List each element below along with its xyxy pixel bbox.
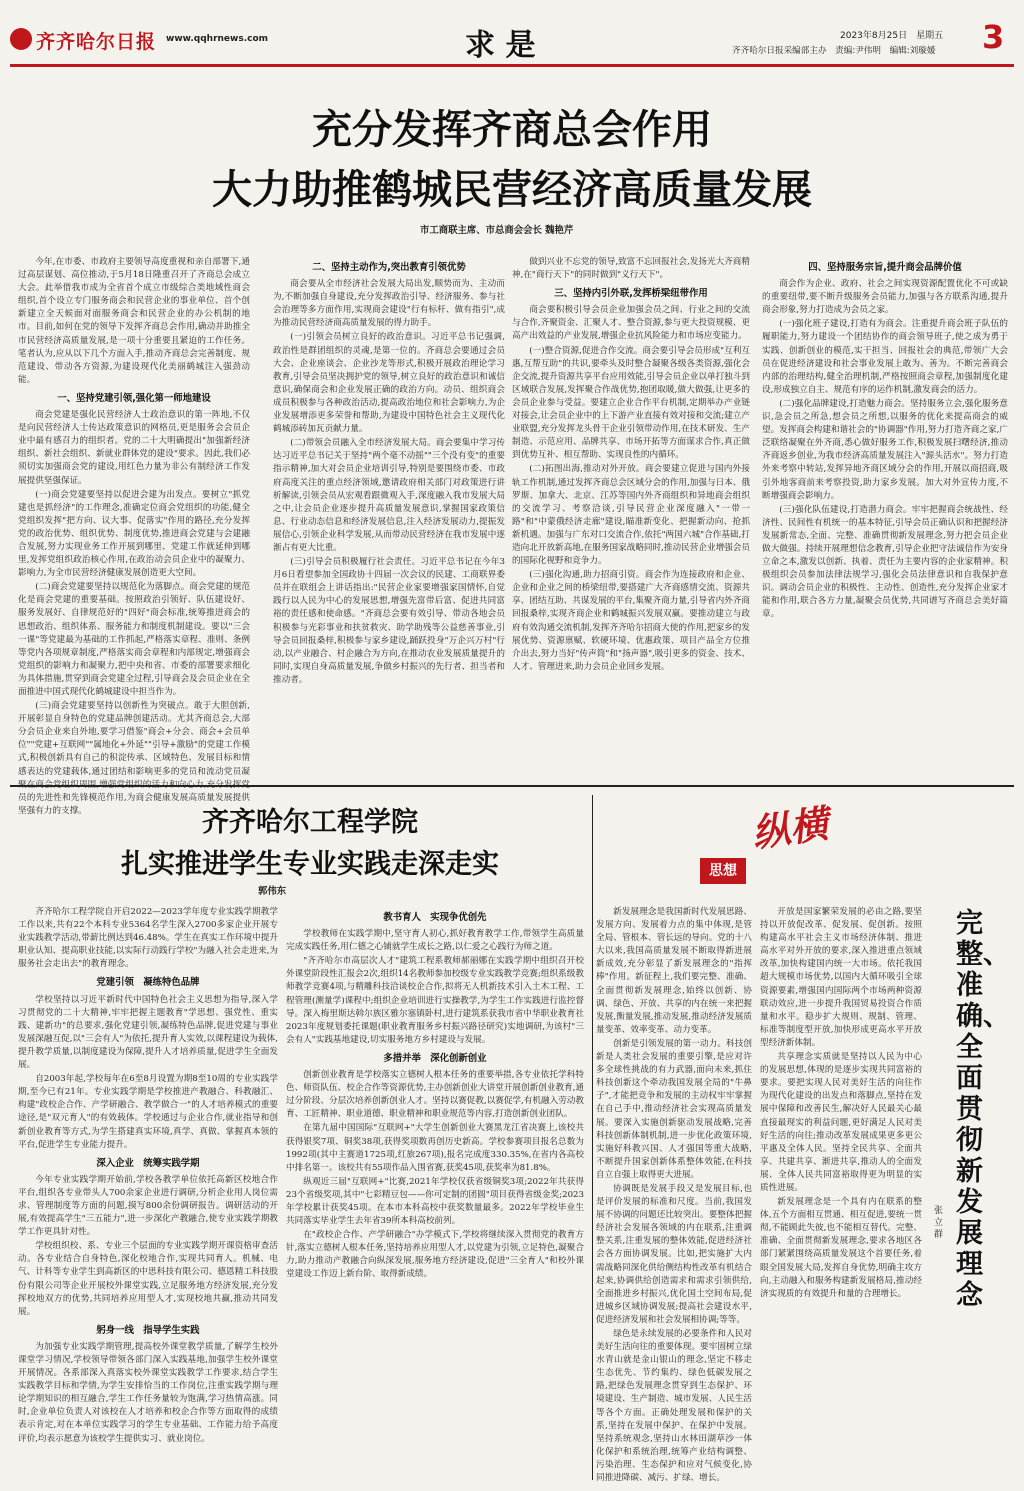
paragraph: 共享理念实质就是坚持以人民为中心的发展思想,体现的是逐步实现共同富裕的要求。要把实现人民对美好生活的向往作为现代化建设的出发点和落脚点,坚持在发展中保障和改善民生,解决好人民最关心最直接最现实的利益问题,更好满足人民对美好生活的向往;推动改革发展成果更多更公平惠及全体人民。坚持全民共享、全面共享、共建共享、渐进共享,推动人的全面发展、全体人民共同富裕取得更为明显的实质性进展。 — [760, 1052, 922, 1193]
section-title: 求 是 — [465, 28, 536, 63]
paragraph: (一)引领会员树立良好的政治意识。习近平总书记强调,政治性是群团组织的灵魂,是第一位的。齐商总会要通过会员大会、企业座谈会、企业沙龙等形式,积极开展政治理论学习教育,引导会员坚决拥护党的领导,树立良好的政治意识和诚信意识,确保商会和企业发展正确的政治方向。动员、组织商会成员积极参与各种政治活动,提高政治地位和社会影响力,为企业发展增添更多荣誉和帮助,为建设中国特色社会主义现代化鹤城添砖加瓦贡献力量。 — [273, 332, 505, 435]
paragraph: (一)强化班子建设,打造有为商会。注重提升商会班子队伍的履职能力,努力建设一个团结协作的商会领导班子,使之成为勇于实践、创新创业的模范,实干担当、回报社会的典范,带领广大会员在促进经济建设和社会事业发展上敢为、善为。不断完善商会内部的治理结构,健全治理机制,严格按照商会章程,加强制度化建设,形成独立自主、规范有序的运作机制,激发商会的活力。 — [762, 319, 1008, 395]
section-heading: 深入企业 统筹实践学期 — [96, 1157, 200, 1169]
paragraph: 纵观近三届"互联网+"比赛,2021年学校仅获省级铜奖3项;2022年共获得23个省级奖项,其中"七彩精豆包——你可定制的团圆"项目获得省级金奖;2023年学校累计获奖45项。在本市本科高校中获奖数量最多。2022年学校毕业生共同落实毕业学生去年省39所本科高校前列。 — [286, 1176, 584, 1227]
masthead — [0, 0, 1024, 63]
paragraph: 做到兴业不忘党的领导,致富不忘回报社会,发扬光大齐商精神,在"商行天下"的同时做到"义行天下"。 — [512, 257, 750, 281]
section-heading: 躬身一线 指导学生实践 — [96, 1324, 200, 1336]
paragraph: 开放是国家繁荣发展的必由之路,要坚持以开放促改革、促发展、促创新。按照构建高水平社会主义市场经济体制、推进高水平对外开放的要求,深入推进重点领域改革,加快构建国内统一大市场。依托我国超大规模市场优势,以国内大循环吸引全球资源要素,增强国内国际两个市场两种资源联动效应,进一步提升我国贸易投资合作质量和水平。稳步扩大规则、规制、管理、标准等制度型开放,加快形成更高水平开放型经济新体制。 — [760, 907, 922, 1048]
newspaper-logo-text: 齐齐哈尔日报 — [36, 31, 157, 53]
paragraph: 自2003年起,学校每年在6至8月设置为期8至10周的专业实践学期,至今已有21年。专业实践学期是学校推进产教融合、科教融汇、构建"政校企合作、产学研融合、教学做合一"的人才培养模式的重要途径,是"双元育人"的有效载体。学校通过与企业合作,就业指导和创新创业教育等方式,为学生搭建真实环境,真学、真做、掌握真本领的平台,促进学生专业能力提升。 — [18, 1074, 278, 1150]
column-text-1 — [596, 906, 752, 1484]
website: www.qqhrnews.com — [166, 34, 269, 44]
paragraph: 商会作为企业、政府、社会之间实现资源配置优化不可或缺的重要纽带,要不断升级服务会员能力,加强与各方联系沟通,提升商会形象,努力打造成为会员之家。 — [762, 279, 1008, 316]
column-title: 完整、准确、全面贯彻新发展理念 — [956, 908, 1010, 1311]
paragraph: 齐齐哈尔工程学院自开启2022—2023学年度专业实践学期教学工作以来,共有22个本科专业5364名学生深入2700多家企业开展专业实践教学活动,带薪比例达到46.48%。学生在真实工作环境中提升职业认知、提高职业技能,以实际行动践行学校"为融入社会走进来,为服务社会走出去"的教育理念。 — [18, 907, 278, 970]
paragraph: (一)商会党建要坚持以促进会建为出发点。要树立"抓党建也是抓经济"的工作理念,准确定位商会党组织的功能,健全党组织发挥"把方向、议大事、促落实"作用的路径,充分发挥党的政治优势、组织优势、制度优势,推进商会党建与会建融合发展,努力实现业务工作开展到哪里、党建工作就延伸到哪里,发挥党组织政治核心作用,在政治动会员企业中的凝聚力、影响力,为全市民营经济健康发展创造更大空间。 — [18, 489, 250, 579]
paragraph: (二)商会党建要坚持以规范化为落脚点。商会党建的规范化是商会党建的重要基础。按照政治引领好、队伍建设好、服务发展好、自律规范好的"四好"商会标准,统筹推进商会的思想政治、组织体系、服务能力和制度机制建设。要以"三会一课"等党建最为基础的工作抓起,严格落实章程、准则、条例等党内各项规章制度,严格落实商会章程和内部规定,增强商会党组织的影响力和凝聚力,把中央和省、市委的部署要求细化为具体措施,贯穿到商会党建全过程,引导商会及会员企业在全面推进中国式现代化鹤城建设中担当作为。 — [18, 582, 250, 697]
article1-title-line2: 大力助推鹤城民营经济高质量发展 — [212, 167, 812, 213]
paragraph: 今年,在市委、市政府主要领导高度重视和亲自部署下,通过高层谋划、高位推动,于5月18日隆重召开了齐商总会成立大会。此举借我市成为全省首个成立市级综合类地域性商会组织,首个设立专门服务商会和民营企业的事业单位、首个创新建立全天候面对面服务商会和民营企业的办公机制的地市。目前,如何在党的领导下发挥齐商总会作用,确动并助推全市民营经济高质量发展,是一项十分重要且紧迫的工作任务。笔者认为,应从以下几个方面入手,推动齐商总会完善制度、规范建设、带动各方资源,为建设现代化美丽鹤城注入强劲动能。 — [18, 257, 250, 385]
paragraph: 商会要从全市经济社会发展大局出发,顺势而为、主动而为,不断加强自身建设,充分发挥政治引导、经济服务、参与社会治理等多方面作用,实现商会建设"行有标杆、做有指引",成为推动民营经济商高质量发展的得力助手。 — [273, 279, 505, 329]
paragraph: 新发展理念是我国新时代发展思路、发展方向、发展着力点的集中体现,是管全局、管根本、管长远的导向。党的十八大以来,我国高质量发展不断取得新进展新成效,充分彰显了新发展理念的"指挥棒"作用。新征程上,我们要完整、准确、全面贯彻新发展理念,始终以创新、协调、绿色、开放、共享的内在统一来把握发展,衡量发展,推动发展,推动经济发展质量变革、效率变革、动力变革。 — [596, 907, 752, 1035]
paragraph: 绿色是永续发展的必要条件和人民对美好生活向往的重要体现。要牢固树立绿水青山就是金山银山的理念,坚定不移走生态优先、节约集约、绿色低碳发展之路,把绿色发展理念贯穿到生态保护、环境建设、生产制造、城市发展、人民生活等各个方面。正确处理发展和保护的关系,坚持在发展中保护、在保护中发展。坚持系统观念,坚持山水林田湖草沙一体化保护和系统治理,统筹产业结构调整、污染治理、生态保护和应对气候变化,协同推进降碳、减污、扩绿、增长。 — [596, 1329, 752, 1484]
paragraph: "齐齐哈尔市高层次人才"建筑工程系教师郝丽娜在实践学期中组织召开校外课堂阶段性汇报会2次,组织14名教师参加校级专业实践教学竞赛;组织系级教师教学竞赛4项,与精雕科技洽谈校企合作,拟将无人机新技术引入土木工程、工程管理(测量学)课程中;组织企业培训进行实操教学,为学生工作实践进行监控督导。深入梅里斯达斡尔族区雅尔塞镇卧村,进行建筑系获我市省中华职业教育社2023年度规划委托课题(职业教育服务乡村振兴路径研究)实地调研,为该村"三会有人"实践基地建设,切实服务地方乡村建设与发展。 — [286, 956, 584, 1045]
paragraph: (三)商会党建要坚持以创新性为突破点。敢于大胆创新,开展彰显自身特色的党建品牌创建活动。尤其齐商总会,大部分会员企业来自外地,要学习借鉴"商会+分会、商会+会员单位""党建+互联网""属地化+外延""引导+激励"的党建工作模式,积极创新具有自己的积淀传承、区域特色、发展目标和情感表达的党建载体,通过团结和影响更多的党员和流动党员凝 员的先进性和先锋模范作用,为商会健康发展高质量发展提供坚强有力的支撑。 — [18, 701, 250, 816]
article2-column-2 — [286, 906, 584, 1478]
paragraph: 创新创业教育是学校落实立德树人根本任务的重要举措,各专业依托学科特色、师资队伍、校企合作等资源优势,主办创新创业大讲堂开展创新创业教育,通过分阶段、分层次培养创新创业人才。坚持以赛促教,以赛促学,有机融入劳动教育、工匠精神、职业道德、职业精神和职业规范等内容,打造创新创业团队。 — [286, 1070, 584, 1120]
article1-column-2 — [273, 256, 505, 776]
section-heading: 党建引领 凝练特色品牌 — [96, 977, 200, 989]
article1-title-line1: 充分发挥齐商总会作用 — [312, 107, 712, 153]
article2-byline: 郭伟东 — [258, 886, 287, 897]
paragraph: 商会要积极引导会员企业加强会员之间、行业之间的交流与合作,齐聚资金、汇聚人才、整合资源,参与更大投资规模、更高产出效益的产业发展,增强企业抗风险能力和市场应变能力。 — [512, 305, 750, 342]
paragraph: 为加强专业实践学期管理,提高校外课堂教学质量,了解学生校外课堂学习情况,学校领导带领各部门深入实践基地,加强学生校外课堂开展情况。各系部深入真落实校外课堂实践教学工作要求,结合学生实践教学目标和学情,为学生安排恰当的工作岗位,注重实践学期与理论学期知识的相互融合,学生工作任务量较为饱满,学习热情高涨。同时,企业单位负责人对该校在人才培养和校企合作等方面取得的成绩表示肯定,对在本单位实践学习的学生专业基础、工作能力给予高度评价,均表示愿意为该校学生提供实习、就业岗位。 — [18, 1341, 278, 1444]
section-heading: 一、坚持党建引领,强化第一师地建设 — [57, 392, 211, 404]
page-number: 3 — [982, 18, 1005, 56]
paragraph: 新发展理念是一个具有内在联系的整体,五个方面相互贯通、相互促进,要统一贯彻,不能顾此失彼,也不能相互替代。完整、准确、全面贯彻新发展理念,要求各地区各部门紧紧围绕高质量发展这个首要任务,着眼全国发展大局,发挥自身优势,明确主攻方向,主动融入和服务构建新发展格局,推动经济实现质的有效提升和量的合理增长。 — [760, 1197, 922, 1299]
paragraph: (二)强化品牌建设,打造魅力商会。坚持服务立会,强化服务意识,急会员之所急,想会员之所想,以服务的优化来提高商会的威望。发挥商会构建和谐社会的"协调器"作用,努力打造齐商之家,广泛联络凝聚在外齐商,悉心做好服务工作,积极发展扫曙经济,推动齐商返乡创业,为我市经济高质量发展注入"源头活水"。努力打造外来考察中转站,发挥异地齐商区域分会的作用,开展以商招商,吸引外地客商前来考察投资,助力家乡发展。加大对外宣传力度,不断增强商会影响力。 — [762, 398, 1008, 501]
paragraph: 学校坚持以习近平新时代中国特色社会主义思想为指导,深入学习贯彻党的二十大精神,牢牢把握主题教育"学思想、强党性、重实践、建新功"的总要求,强化党建引领,凝练特色品牌,促进党建与事业发展深融互促,以"三会有人"为依托,提升育人实效,以课程建设为载体,提升教学质量,以制度建设为保障,提升人才培养质量,促进学生全面发展。 — [18, 994, 278, 1071]
paragraph: (三)引导会员积极履行社会责任。习近平总书记在今年3月6日看望参加全国政协十四届一次会议的民建、工商联界委员并在联组会上讲话指出:"民营企业家要增强家国情怀,自觉践行以人民为中心的发展思想,增强先富带后富、促进共同富裕的责任感和使命感。"齐商总会要有效引导、带动各地会员积极参与光彩事业和扶贫救灾、助学助残等公益慈善事业,引导会员回报桑梓,积极参与家乡建设,踊跃投身"万企兴万村"行动,以产业融合、村企融合为方向,在推动农业发展质量提升的同时,实现自身高质量发展,争做乡村振兴的先行者、担当者和推动者。 — [273, 557, 505, 685]
paragraph: (二)拓图出海,推动对外开放。商会要建立促进与国内外接轨工作机制,通过发挥齐商总会区域分会的作用,加强与日本、俄罗斯、加拿大、北京、江苏等国内外齐商组织和异地商会组织的交流学习、考察洽谈,引导民营企业深度融入"一带一路"和"中蒙俄经济走廊"建设,瞄准新变化、把握新动向、抢抓新机遇。加强与广东对口交流合作,依托"两国六城"合作基础,打造向北开放新高地,在服务国家战略同时,推动民营企业增强会员的国际化视野和竞争力。 — [512, 464, 750, 567]
article1-byline: 市工商联主席、市总商会会长 魏艳芹 — [420, 225, 574, 236]
paragraph: (三)强化沟通,助力招商引资。商会作为连接政府和企业、企业和企业之间的桥梁纽带,要搭建广大齐商感情交流、资源共享、团结互助、共谋发展的平台,集聚齐商力量,引导省内外齐商回报桑梓,实现齐商企业和鹤城振兴发展双赢。要推动建立与政府有效沟通交流机制,发挥齐齐哈尔招商大使的作用,把家乡的发展优势、资源禀赋、软硬环境、优惠政策、项目产品全方位推介出去,努力当好"传声筒"和"扬声器",吸引更多的资金、技术、人才、管理进来,助力会员企业回乡发展。 — [512, 570, 750, 672]
paragraph: 在第九届中国国际"互联网+"大学生创新创业大赛黑龙江省决赛上,该校共获得银奖7项、铜奖38项,获得奖项数再创历史新高。学校参赛项目报名总数为1992项(其中主赛道1725项,红旅267项),报名完成度330.35%,在省内各高校中排名第一。该校共有55项作品入围省赛,获奖45项,获奖率为81.8%。 — [286, 1123, 584, 1173]
column-author: 张立群 — [934, 1206, 944, 1240]
newspaper-logo-icon — [10, 28, 32, 50]
column-text-2 — [760, 906, 922, 1478]
sponsor-line: 齐齐哈尔日报采编部主办 责编:尹伟明 编辑:刘璇媛 — [732, 46, 936, 56]
paragraph: 学校教师在实践学期中,坚守育人初心,抓好教育教学工作,带领学生高质量完成实践任务,用仁德之心铺就学生成长之路,以仁爱之心践行为师之道。 — [286, 929, 584, 953]
section-heading: 多措并举 深化创新创业 — [383, 1052, 487, 1064]
section-heading: 二、坚持主动作为,突出教育引领优势 — [312, 262, 466, 273]
masthead-rule — [10, 64, 1014, 67]
article1-column-1 — [18, 256, 250, 816]
paragraph: 学校组织校、系、专业三个层面的专业实践学期开课资格审查活动。各专业结合自身特色,深化校地合作,实现共同育人。机械、电气、计科等专业学生到高新区的中思科技有限公司、德恩精工科技股份有限公司等企业开展校外课堂实践,立足服务地方经济发展,充分发挥校地双方的优势,共同培养应用型人才,实现校地共赢,推动共同发展。 — [18, 1241, 278, 1317]
paragraph: (二)带领会员融入全市经济发展大局。商会要集中学习传达习近平总书记关于坚持"两个毫不动摇""三个没有变"的重要指示精神,加大对会员企业培训引导,特别是要围绕市委、市政府高度关注的重点经济领域,邀请政府相关部门对政策进行讲析解读,引领会员从宏观看跟微观入手,深度融入我市发展大局之中,让会员企业逐步提升高质量发展意识,掌握国家政策信息、行业动态信息和经济发展信息,注入经济发展动力,提振发展信心,引领企业科学发展,从而带动民营经济在我市发展中逐渐占有更大比重。 — [273, 438, 505, 553]
paragraph: (三)强化队伍建设,打造潜力商会。牢牢把握商会统战性、经济性、民间性有机统一的基本特征,引导会员正确认识和把握经济发展新常态,全面、完整、准确贯彻新发展理念,努力把会员企业做大做强。持续开展理想信念教育,引导企业把守法诚信作为安身立命之本,激发以创新、执着、责任为主要内容的企业家精神。积极组织会员参加法律法规学习,强化会员法律意识和自我保护意识。调动会员企业的积极性、主动性、创造性,充分发挥企业家才能和作用,联合各方力量,凝聚会员优势,共同谱写齐商总会美好篇章。 — [762, 504, 1008, 620]
article2-column-1 — [18, 906, 278, 1478]
column-divider — [592, 795, 593, 1480]
article2-title-line1: 齐齐哈尔工程学院 — [202, 807, 418, 838]
section-heading: 三、坚持内引外联,发挥桥梁纽带作用 — [554, 288, 708, 300]
column-calligraphy: 纵横 — [749, 800, 831, 856]
article1-column-3 — [512, 256, 750, 776]
article-divider — [10, 785, 1014, 787]
date-line: 2023年8月25日 星期五 — [840, 31, 944, 41]
paragraph: 今年专业实践学期开始前,学校各教学单位依托高新区校地合作平台,组织各专业带头人700余家企业进行调研,分析企业用人岗位需求、管理制度等方面的问题,摸写800余份调研报告。调研活动的开展,有效提高学生"三五能力",进一步深化产教融合,使专业实践学期教学工作更具针对性。 — [18, 1174, 278, 1238]
paragraph: 协调既是发展手段又是发展目标,也是评价发展的标准和尺度。当前,我国发展不协调的问题还比较突出。要整体把握经济社会发展各领域的内在联系,注重调整关系,注重发展的整体效能,促进经济社会各方面协调发展。比如,把实施扩大内需战略同深化供给侧结构性改革有机结合起来,协调供给创造需求和需求引领供给,全面推进乡村振兴,优化国土空间布局,促进城乡区域协调发展;提高社会建设水平,促进经济发展和社会发展相协调;等等。 — [596, 1183, 752, 1325]
paragraph: (一)整合资源,促进合作交流。商会要引导会员形成"互利互惠,互帮互助"的共识,要牵头及时整合凝聚各级各类资源,强化会企交流,提升资源共享平台应用效能,引导会员企业以单打独斗到区域联合发展,发挥聚合作战优势,抱团取暖,做大做强,让更多的会员企业参与受益。要建立企业合作平台机制,定期举办产业链对接会,让会员企业中的上下游产业直接有效对接和交流;建立产业联盟,充分发挥龙头骨干企业引领带动作用,在技术研发、生产制造、示范应用、品牌共享、市场开拓等方面谋求合作,真正做到优势互补、相互帮助、实现良性的内循环。 — [512, 345, 750, 461]
paragraph: 在"政校企合作、产学研融合"办学模式下,学校将继续深入贯彻党的教育方针,落实立德树人根本任务,坚持培养应用型人才,以党建为引领,立足特色,凝聚合力,助力推动产教融合向纵深发展,服务地方经济建设,促进"三全育人"和校外课堂建设工作迈上新台阶、取得新成绩。 — [286, 1230, 584, 1280]
article1-column-4 — [762, 256, 1008, 776]
paragraph: 创新是引领发展的第一动力。科技创新是人类社会发展的重要引擎,是应对许多全球性挑战的有力武器,面向未来,抓住科技创新这个牵动我国发展全局的"牛鼻子",才能把竞争和发展的主动权牢牢掌握在自己手中,推动经济社会实现高质量发展。要深入实施创新驱动发展战略,完善科技创新体制机制,进一步优化政策环境,实施好科教兴国、人才强国等重大战略,不断提升国家创新体系整体效能,在科技自立自强上取得更大进展。 — [596, 1038, 752, 1180]
article2-title-line2: 扎实推进学生专业实践走深走实 — [121, 849, 499, 880]
section-heading: 四、坚持服务宗旨,提升商会品牌价值 — [808, 262, 962, 273]
column-label: 思想 — [700, 858, 746, 884]
section-heading: 教书育人 实现争优创先 — [383, 912, 487, 923]
paragraph: 商会党建是强化民营经济人士政治意识的第一阵地,不仅是向民营经济人士传达政策意识的网格员,更是服务会会员企业中最有感召力的组织者。党的二十大明确提出"加强新经济组织、新社会组织、新就业群体党的建设"要求。因此,我们必须切实加强商会党的建设,用红色力量为非公有制经济工作发展提供坚强保证。 — [18, 410, 250, 486]
